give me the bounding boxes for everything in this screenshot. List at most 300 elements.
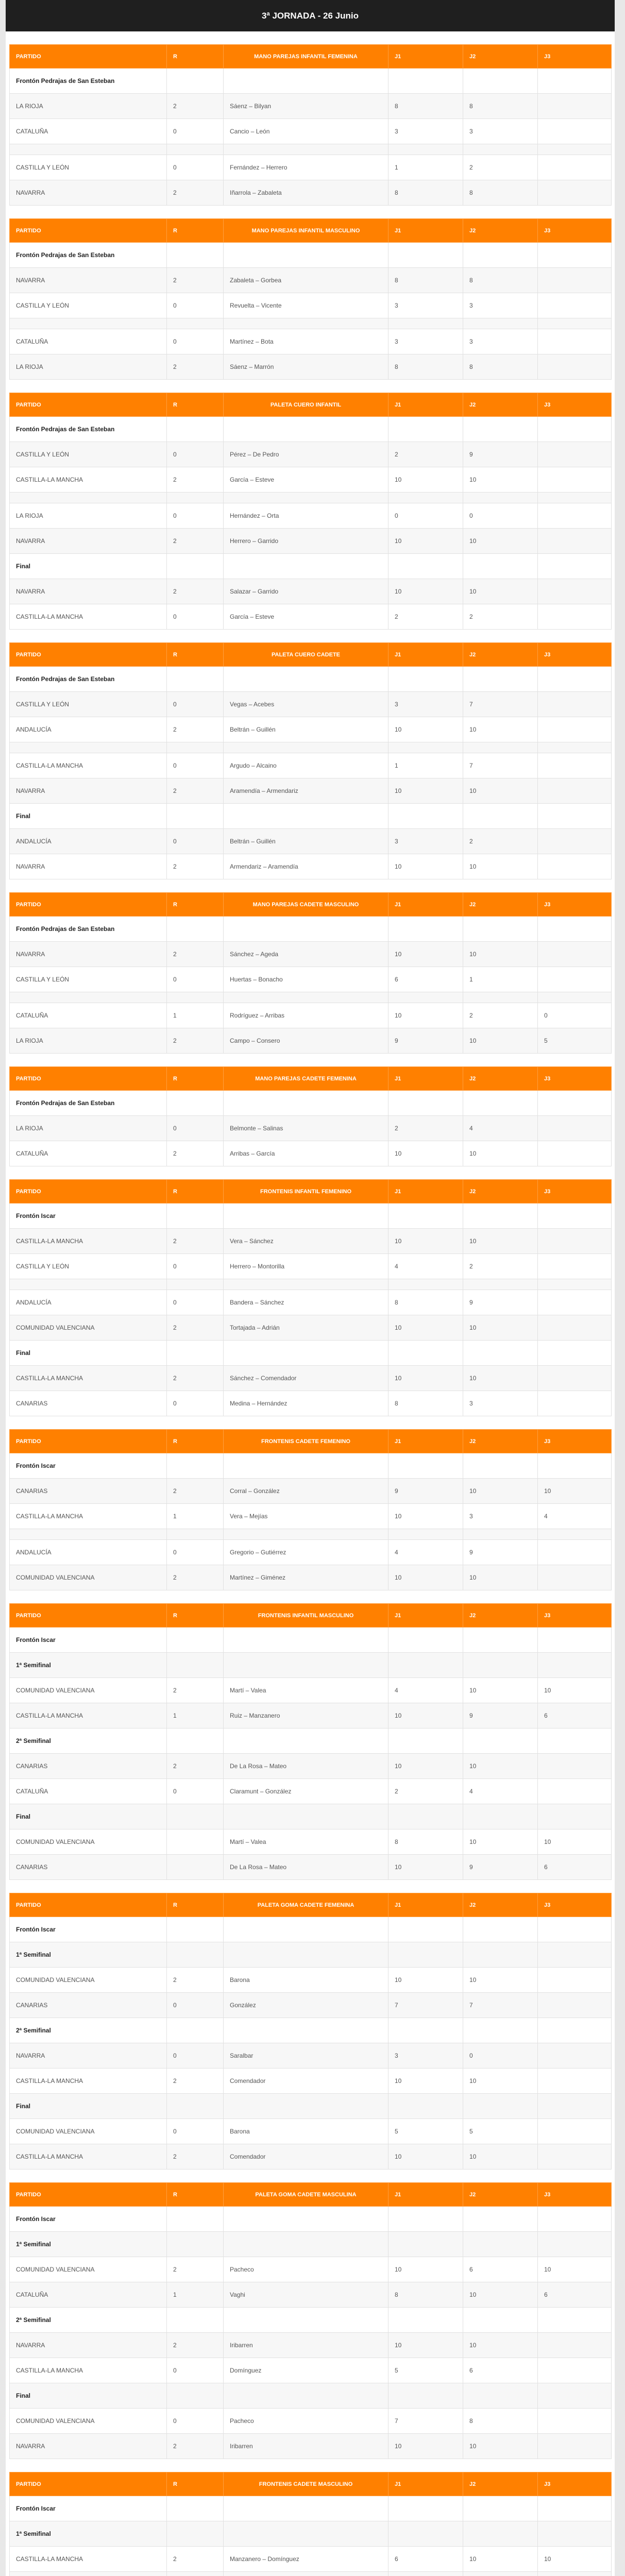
empty-cell — [167, 1453, 224, 1479]
j1-cell: 10 — [388, 1855, 463, 1880]
results-table — [9, 218, 612, 380]
table-row — [10, 1315, 612, 1341]
players-cell: Claramunt – González — [224, 1779, 388, 1804]
j3-cell — [538, 942, 612, 967]
empty-cell — [463, 2308, 538, 2333]
empty-cell — [538, 2383, 612, 2409]
empty-cell — [538, 917, 612, 942]
empty-cell — [388, 1942, 463, 1968]
empty-cell — [388, 1453, 463, 1479]
j3-cell — [538, 119, 612, 144]
j1-cell: 9 — [388, 1479, 463, 1504]
empty-cell — [538, 1917, 612, 1942]
j2-cell: 10 — [463, 467, 538, 493]
j1-cell: 10 — [388, 854, 463, 879]
j2-header: J2 — [463, 1893, 538, 1917]
table-row — [10, 1141, 612, 1166]
empty-cell — [388, 554, 463, 579]
j2-cell: 10 — [463, 1229, 538, 1254]
table-spacer — [6, 206, 615, 218]
result-header: R — [167, 2183, 224, 2207]
team-cell: CASTILLA-LA MANCHA — [10, 2358, 167, 2383]
table-header-row — [10, 1067, 612, 1091]
empty-cell — [388, 2232, 463, 2257]
j3-header: J3 — [538, 1430, 612, 1453]
j3-cell: 10 — [538, 2257, 612, 2282]
j2-cell: 10 — [463, 1754, 538, 1779]
section-row — [10, 1653, 612, 1678]
players-cell: Belmonte – Salinas — [224, 1116, 388, 1141]
empty-cell — [388, 493, 463, 503]
j2-cell: 10 — [463, 529, 538, 554]
players-cell: González — [224, 1993, 388, 2018]
result-header: R — [167, 45, 224, 69]
team-cell: CASTILLA Y LEÓN — [10, 293, 167, 318]
j3-cell: 10 — [538, 1678, 612, 1703]
table-row — [10, 2572, 612, 2576]
j1-cell: 10 — [388, 1141, 463, 1166]
empty-cell — [388, 992, 463, 1003]
empty-cell — [538, 2521, 612, 2547]
table-row — [10, 293, 612, 318]
empty-cell — [388, 2308, 463, 2333]
j3-cell: 6 — [538, 1855, 612, 1880]
table-row — [10, 1540, 612, 1565]
section-label: 1ª Semifinal — [10, 1942, 167, 1968]
j2-cell: 10 — [463, 942, 538, 967]
empty-cell — [463, 2496, 538, 2521]
j1-header: J1 — [388, 643, 463, 667]
result-cell — [167, 2572, 224, 2576]
table-row — [10, 1391, 612, 1416]
empty-cell — [167, 554, 224, 579]
j1-header: J1 — [388, 1604, 463, 1628]
result-cell: 2 — [167, 2547, 224, 2572]
empty-cell — [167, 2521, 224, 2547]
empty-cell — [224, 2207, 388, 2232]
table-row — [10, 329, 612, 354]
empty-cell — [10, 493, 167, 503]
empty-cell — [167, 1917, 224, 1942]
team-cell: LA RIOJA — [10, 503, 167, 529]
players-cell: Sáenz – Bilyan — [224, 94, 388, 119]
result-cell: 0 — [167, 119, 224, 144]
table-row — [10, 579, 612, 604]
j2-cell: 9 — [463, 442, 538, 467]
j2-cell: 8 — [463, 268, 538, 293]
team-cell: CASTILLA-LA MANCHA — [10, 2069, 167, 2094]
empty-cell — [10, 1529, 167, 1540]
empty-cell — [463, 2018, 538, 2043]
j2-cell: 9 — [463, 1540, 538, 1565]
result-header: R — [167, 643, 224, 667]
empty-cell — [538, 667, 612, 692]
table-header-row — [10, 1604, 612, 1628]
players-cell: Argudo – Alcaino — [224, 753, 388, 778]
empty-cell — [538, 1279, 612, 1290]
empty-cell — [167, 742, 224, 753]
table-spacer — [6, 2170, 615, 2182]
section-row — [10, 917, 612, 942]
empty-cell — [463, 1529, 538, 1540]
players-cell: Iribarren — [224, 2434, 388, 2459]
j1-cell: 10 — [388, 1229, 463, 1254]
competition-title: MANO PAREJAS INFANTIL FEMENINA — [224, 45, 388, 69]
j2-cell: 6 — [463, 2257, 538, 2282]
players-cell: Comendador — [224, 2144, 388, 2170]
j1-cell: 7 — [388, 1993, 463, 2018]
empty-cell — [463, 144, 538, 155]
j2-cell: 10 — [463, 778, 538, 804]
empty-cell — [388, 1653, 463, 1678]
partido-header: PARTIDO — [10, 1180, 167, 1204]
result-cell: 2 — [167, 2257, 224, 2282]
team-cell: CASTILLA-LA MANCHA — [10, 2547, 167, 2572]
j2-header: J2 — [463, 393, 538, 417]
result-cell: 2 — [167, 2333, 224, 2358]
result-cell: 0 — [167, 692, 224, 717]
table-spacer — [6, 2459, 615, 2472]
table-row — [10, 717, 612, 742]
results-table — [9, 1179, 612, 1416]
table-row — [10, 854, 612, 879]
j3-cell: 5 — [538, 1028, 612, 1054]
table-header-row — [10, 1893, 612, 1917]
team-cell: COMUNIDAD VALENCIANA — [10, 1678, 167, 1703]
result-cell: 2 — [167, 2144, 224, 2170]
j3-header: J3 — [538, 643, 612, 667]
j1-header: J1 — [388, 45, 463, 69]
section-label: Frontón Iscar — [10, 2496, 167, 2521]
result-cell: 0 — [167, 604, 224, 630]
j3-cell — [538, 1366, 612, 1391]
team-cell: NAVARRA — [10, 529, 167, 554]
players-cell: Campo – Consero — [224, 1028, 388, 1054]
team-cell: CASTILLA-LA MANCHA — [10, 1504, 167, 1529]
team-cell: COMUNIDAD VALENCIANA — [10, 1315, 167, 1341]
result-cell: 0 — [167, 829, 224, 854]
empty-cell — [388, 804, 463, 829]
j3-header: J3 — [538, 2183, 612, 2207]
result-cell: 0 — [167, 1254, 224, 1279]
competition-title: FRONTENIS CADETE FEMENINO — [224, 1430, 388, 1453]
players-cell: Herrero – Garrido — [224, 529, 388, 554]
result-cell: 0 — [167, 1290, 224, 1315]
empty-cell — [538, 2308, 612, 2333]
competition-title: FRONTENIS CADETE MASCULINO — [224, 2472, 388, 2496]
result-cell: 2 — [167, 1968, 224, 1993]
section-row — [10, 2018, 612, 2043]
result-cell: 0 — [167, 1116, 224, 1141]
result-cell: 2 — [167, 1141, 224, 1166]
empty-cell — [538, 1091, 612, 1116]
empty-cell — [167, 1728, 224, 1754]
team-cell: CATALUÑA — [10, 1779, 167, 1804]
j3-cell — [538, 2358, 612, 2383]
j3-cell — [538, 579, 612, 604]
results-table — [9, 1429, 612, 1590]
empty-cell — [167, 2207, 224, 2232]
empty-cell — [538, 318, 612, 329]
team-cell: ANDALUCÍA — [10, 717, 167, 742]
players-cell: Sánchez – Ageda — [224, 942, 388, 967]
empty-cell — [224, 1653, 388, 1678]
results-container — [6, 31, 615, 2576]
empty-cell — [224, 2496, 388, 2521]
spacer-row — [10, 318, 612, 329]
result-cell: 2 — [167, 778, 224, 804]
j1-cell: 3 — [388, 329, 463, 354]
partido-header: PARTIDO — [10, 893, 167, 917]
team-cell: CATALUÑA — [10, 2282, 167, 2308]
section-row — [10, 667, 612, 692]
empty-cell — [463, 69, 538, 94]
j2-cell: 3 — [463, 293, 538, 318]
partido-header: PARTIDO — [10, 2183, 167, 2207]
table-row — [10, 1779, 612, 1804]
j3-cell — [538, 467, 612, 493]
empty-cell — [388, 243, 463, 268]
table-row — [10, 2282, 612, 2308]
partido-header: PARTIDO — [10, 45, 167, 69]
j3-cell — [538, 753, 612, 778]
players-cell: Arribas – García — [224, 1141, 388, 1166]
result-cell: 2 — [167, 2434, 224, 2459]
empty-cell — [538, 2094, 612, 2119]
result-cell: 2 — [167, 1565, 224, 1590]
table-spacer — [6, 1416, 615, 1429]
j3-cell — [538, 1290, 612, 1315]
j1-cell: 10 — [388, 1565, 463, 1590]
empty-cell — [538, 2207, 612, 2232]
result-cell: 1 — [167, 1003, 224, 1028]
result-cell: 2 — [167, 579, 224, 604]
empty-cell — [224, 742, 388, 753]
empty-cell — [224, 2521, 388, 2547]
result-header: R — [167, 219, 224, 243]
section-row — [10, 2207, 612, 2232]
table-row — [10, 354, 612, 380]
empty-cell — [388, 2207, 463, 2232]
competition-title: PALETA CUERO INFANTIL — [224, 393, 388, 417]
empty-cell — [388, 144, 463, 155]
table-row — [10, 1703, 612, 1728]
result-cell: 0 — [167, 329, 224, 354]
empty-cell — [167, 1091, 224, 1116]
section-row — [10, 417, 612, 442]
section-label: Final — [10, 2094, 167, 2119]
empty-cell — [388, 742, 463, 753]
empty-cell — [167, 1279, 224, 1290]
empty-cell — [538, 2018, 612, 2043]
empty-cell — [463, 742, 538, 753]
empty-cell — [463, 1204, 538, 1229]
j3-header: J3 — [538, 45, 612, 69]
j3-cell: 10 — [538, 1829, 612, 1855]
players-cell: Iñarrola – Zabaleta — [224, 180, 388, 206]
j2-cell: 4 — [463, 1779, 538, 1804]
j1-cell: 8 — [388, 1290, 463, 1315]
empty-cell — [167, 2496, 224, 2521]
result-cell: 2 — [167, 1754, 224, 1779]
players-cell: Armendariz – Aramendía — [224, 854, 388, 879]
empty-cell — [224, 1091, 388, 1116]
team-cell: LA RIOJA — [10, 354, 167, 380]
table-row — [10, 2333, 612, 2358]
j1-cell: 10 — [388, 1315, 463, 1341]
empty-cell — [538, 1804, 612, 1829]
players-cell: Corral – González — [224, 1479, 388, 1504]
table-header-row — [10, 1430, 612, 1453]
j2-cell: 10 — [463, 1678, 538, 1703]
j3-cell — [538, 268, 612, 293]
players-cell: Cancio – León — [224, 119, 388, 144]
j3-cell: 10 — [538, 1479, 612, 1504]
empty-cell — [224, 1942, 388, 1968]
j2-cell: 8 — [463, 94, 538, 119]
team-cell: CANARIAS — [10, 1855, 167, 1880]
empty-cell — [224, 554, 388, 579]
j1-cell: 10 — [388, 717, 463, 742]
players-cell: Iribarren — [224, 2333, 388, 2358]
empty-cell — [10, 1279, 167, 1290]
team-cell: CASTILLA Y LEÓN — [10, 155, 167, 180]
section-row — [10, 2094, 612, 2119]
empty-cell — [167, 2018, 224, 2043]
table-row — [10, 1565, 612, 1590]
table-header-row — [10, 2472, 612, 2496]
j1-cell: 10 — [388, 1754, 463, 1779]
players-cell: Bandera – Sánchez — [224, 1290, 388, 1315]
section-label: 2ª Semifinal — [10, 2018, 167, 2043]
empty-cell — [463, 554, 538, 579]
section-row — [10, 2308, 612, 2333]
empty-cell — [167, 1942, 224, 1968]
j2-cell: 10 — [463, 2144, 538, 2170]
team-cell: COMUNIDAD VALENCIANA — [10, 2409, 167, 2434]
result-cell: 2 — [167, 1229, 224, 1254]
empty-cell — [167, 2383, 224, 2409]
j1-cell: 0 — [388, 503, 463, 529]
results-table — [9, 393, 612, 630]
j1-cell: 10 — [388, 2333, 463, 2358]
players-cell: Martí – Valea — [224, 1678, 388, 1703]
table-row — [10, 2358, 612, 2383]
empty-cell — [538, 1453, 612, 1479]
empty-cell — [224, 1204, 388, 1229]
j1-header: J1 — [388, 1067, 463, 1091]
j3-header: J3 — [538, 1067, 612, 1091]
players-cell: Beltrán – Guillén — [224, 829, 388, 854]
j3-cell: 4 — [538, 1504, 612, 1529]
empty-cell — [10, 318, 167, 329]
j1-cell: 8 — [388, 1829, 463, 1855]
partido-header: PARTIDO — [10, 1430, 167, 1453]
table-spacer — [6, 31, 615, 44]
empty-cell — [224, 2094, 388, 2119]
j2-cell: 2 — [463, 604, 538, 630]
empty-cell — [388, 1091, 463, 1116]
j3-cell — [538, 442, 612, 467]
j3-cell — [538, 180, 612, 206]
spacer-row — [10, 144, 612, 155]
result-cell: 0 — [167, 1391, 224, 1416]
empty-cell — [167, 69, 224, 94]
team-cell: CASTILLA-LA MANCHA — [10, 753, 167, 778]
players-cell: Herrero – Montorilla — [224, 1254, 388, 1279]
section-row — [10, 2496, 612, 2521]
empty-cell — [463, 1341, 538, 1366]
players-cell: Manzanero – Domínguez — [224, 2547, 388, 2572]
results-table — [9, 1893, 612, 2170]
team-cell: NAVARRA — [10, 2043, 167, 2069]
table-row — [10, 94, 612, 119]
j2-cell: 2 — [463, 155, 538, 180]
result-cell: 2 — [167, 1479, 224, 1504]
empty-cell — [10, 992, 167, 1003]
team-cell: ANDALUCÍA — [10, 1540, 167, 1565]
players-cell: Barona — [224, 2119, 388, 2144]
results-table — [9, 642, 612, 879]
j2-cell: 10 — [463, 2069, 538, 2094]
competition-title: PALETA GOMA CADETE FEMENINA — [224, 1893, 388, 1917]
partido-header: PARTIDO — [10, 393, 167, 417]
empty-cell — [463, 992, 538, 1003]
j1-cell: 8 — [388, 2282, 463, 2308]
j3-cell: 10 — [538, 2547, 612, 2572]
result-header: R — [167, 393, 224, 417]
empty-cell — [538, 144, 612, 155]
table-row — [10, 442, 612, 467]
team-cell: NAVARRA — [10, 854, 167, 879]
result-cell: 1 — [167, 1703, 224, 1728]
table-spacer — [6, 1880, 615, 1893]
j2-cell: 10 — [463, 1028, 538, 1054]
empty-cell — [538, 1204, 612, 1229]
j3-cell — [538, 503, 612, 529]
j1-cell: 3 — [388, 692, 463, 717]
j2-header: J2 — [463, 2183, 538, 2207]
team-cell: LA RIOJA — [10, 94, 167, 119]
empty-cell — [224, 243, 388, 268]
table-row — [10, 1290, 612, 1315]
section-label: Frontón Pedrajas de San Esteban — [10, 417, 167, 442]
table-row — [10, 155, 612, 180]
result-cell: 2 — [167, 1315, 224, 1341]
j2-cell: 5 — [463, 2119, 538, 2144]
j2-cell: 9 — [463, 1290, 538, 1315]
j2-cell: 10 — [463, 1565, 538, 1590]
players-cell: Gregorio – Gutiérrez — [224, 1540, 388, 1565]
j1-cell: 1 — [388, 753, 463, 778]
team-cell: NAVARRA — [10, 2333, 167, 2358]
j1-cell: 8 — [388, 180, 463, 206]
team-cell: NAVARRA — [10, 268, 167, 293]
j1-cell: 1 — [388, 155, 463, 180]
section-label: 1ª Semifinal — [10, 2232, 167, 2257]
empty-cell — [224, 992, 388, 1003]
j2-cell: 10 — [463, 2434, 538, 2459]
players-cell: Barona — [224, 1968, 388, 1993]
table-spacer — [6, 630, 615, 642]
players-cell: Sánchez – Comendador — [224, 1366, 388, 1391]
result-cell: 2 — [167, 94, 224, 119]
section-label: Final — [10, 2383, 167, 2409]
table-row — [10, 119, 612, 144]
j3-cell — [538, 2069, 612, 2094]
empty-cell — [388, 1804, 463, 1829]
result-cell: 0 — [167, 1993, 224, 2018]
